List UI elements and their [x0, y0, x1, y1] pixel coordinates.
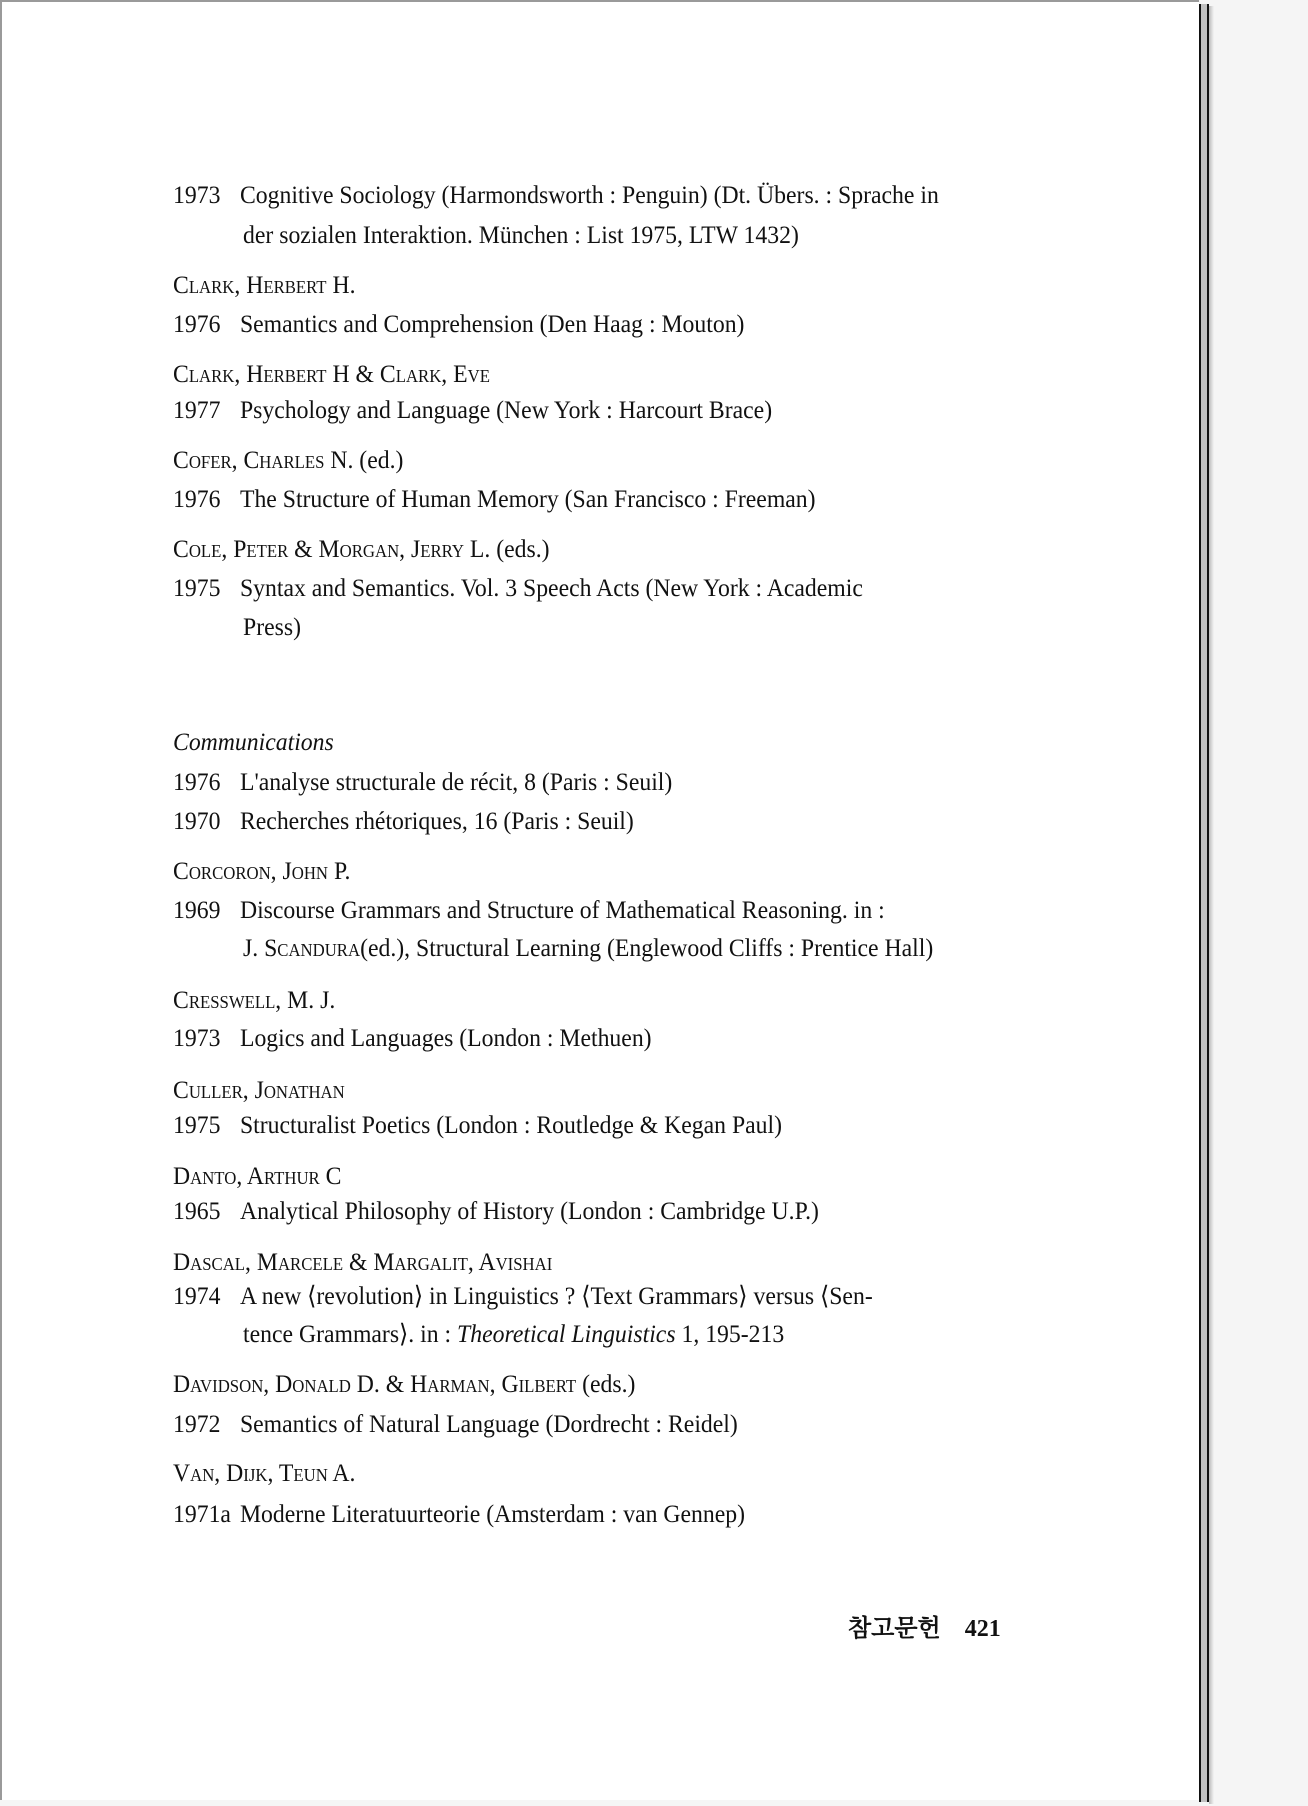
author-name: Danto, Arthur C: [173, 1161, 342, 1190]
reference-line: [173, 395, 772, 425]
year: 1976: [173, 767, 221, 796]
author-name: Clark, Herbert H & Clark, Eve: [173, 359, 490, 388]
reference-text: Semantics and Comprehension (Den Haag : Mouton): [239, 309, 745, 338]
reference-text: A new ⟨revolution⟩ in Linguistics ? ⟨Text Grammars⟩ versus ⟨Sen-: [239, 1281, 873, 1310]
year: 1975: [173, 573, 221, 602]
section-heading: [173, 727, 334, 757]
reference-line: [173, 1196, 819, 1226]
author-name: Cofer, Charles N.: [173, 445, 354, 474]
year: 1969: [173, 895, 221, 924]
author-name: Cresswell, M. J.: [173, 985, 336, 1014]
reference-line: [173, 180, 939, 210]
reference-line: [173, 1023, 652, 1053]
author-line: [173, 1458, 355, 1488]
author-name: Davidson, Donald D. & Harman, Gilbert: [173, 1369, 577, 1398]
author-line: [173, 445, 403, 475]
year: 1973: [173, 1023, 221, 1052]
year: 1974: [173, 1281, 221, 1310]
author-note: (eds.): [490, 534, 550, 563]
page-edge: [1199, 4, 1209, 1802]
reference-text: Recherches rhétoriques, 16 (Paris : Seuil): [239, 806, 634, 835]
reference-line: [173, 806, 634, 836]
page-number: 421: [964, 1616, 1001, 1642]
journal-title: Theoretical Linguistics: [457, 1319, 676, 1348]
author-line: [173, 1247, 552, 1277]
year: 1972: [173, 1409, 221, 1438]
year: 1973: [173, 180, 221, 209]
reference-text: Psychology and Language (New York : Harcourt Brace): [239, 395, 773, 424]
year: 1976: [173, 484, 221, 513]
reference-text: Cognitive Sociology (Harmondsworth : Penguin) (Dt. Übers. : Sprache in: [239, 180, 939, 209]
reference-text: Moderne Literatuurteorie (Amsterdam : van Gennep): [239, 1499, 746, 1528]
reference-text: (ed.), Structural Learning (Englewood Cliffs : Prentice Hall): [360, 933, 934, 962]
author-line: [173, 1075, 345, 1105]
reference-line: [173, 1409, 738, 1439]
author-line: [173, 359, 490, 389]
reference-text: L'analyse structurale de récit, 8 (Paris : Seuil): [239, 767, 673, 796]
author-line: [173, 856, 350, 886]
reference-text: 1, 195-213: [675, 1319, 785, 1348]
heading-text: Communications: [173, 727, 334, 756]
author-name: Dascal, Marcele & Margalit, Avishai: [173, 1247, 553, 1276]
reference-line: [173, 1110, 782, 1140]
reference-text: Structuralist Poetics (London : Routledge & Kegan Paul): [239, 1110, 783, 1139]
author-note: (eds.): [576, 1369, 636, 1398]
author-name: Corcoron, John P.: [173, 856, 351, 885]
year: 1970: [173, 806, 221, 835]
reference-line: [243, 1319, 784, 1349]
author-name: Clark, Herbert H.: [173, 270, 356, 299]
reference-line: [173, 484, 816, 514]
reference-line: [173, 309, 744, 339]
reference-text: Discourse Grammars and Structure of Mathematical Reasoning. in :: [239, 895, 885, 924]
reference-text: Syntax and Semantics. Vol. 3 Speech Acts (New York : Academic: [239, 573, 863, 602]
reference-text: Semantics of Natural Language (Dordrecht : Reidel): [239, 1409, 738, 1438]
author-line: [173, 534, 550, 564]
reference-text: The Structure of Human Memory (San Francisco : Freeman): [239, 484, 816, 513]
reference-text: Logics and Languages (London : Methuen): [239, 1023, 652, 1052]
reference-line: [173, 767, 672, 797]
reference-text: der sozialen Interaktion. München : List 1975, LTW 1432): [243, 220, 799, 249]
reference-line: [243, 612, 301, 642]
author-name: Culler, Jonathan: [173, 1075, 345, 1104]
editor-name: J. Scandura: [243, 933, 361, 962]
year: 1965: [173, 1196, 221, 1225]
reference-line: [243, 220, 799, 250]
year: 1976: [173, 309, 221, 338]
author-line: [173, 985, 335, 1015]
reference-line: [173, 573, 863, 603]
section-title: 참고문헌: [848, 1616, 941, 1642]
year: 1971a: [173, 1499, 231, 1528]
page-footer: [848, 1608, 1001, 1643]
reference-line: [173, 1499, 745, 1529]
reference-line: [173, 895, 885, 925]
year: 1977: [173, 395, 221, 424]
reference-text: Analytical Philosophy of History (London : Cambridge U.P.): [239, 1196, 819, 1225]
author-name: Cole, Peter & Morgan, Jerry L.: [173, 534, 491, 563]
author-note: (ed.): [353, 445, 404, 474]
reference-line: [173, 1281, 873, 1311]
author-line: [173, 1369, 635, 1399]
reference-text: tence Grammars⟩. in :: [243, 1319, 458, 1348]
reference-text: Press): [243, 612, 301, 641]
author-line: [173, 1161, 341, 1191]
year: 1975: [173, 1110, 221, 1139]
page-shadow: [1209, 6, 1214, 1804]
author-line: [173, 270, 356, 300]
reference-line: [243, 933, 933, 963]
author-name: Van, Dijk, Teun A.: [173, 1458, 356, 1487]
